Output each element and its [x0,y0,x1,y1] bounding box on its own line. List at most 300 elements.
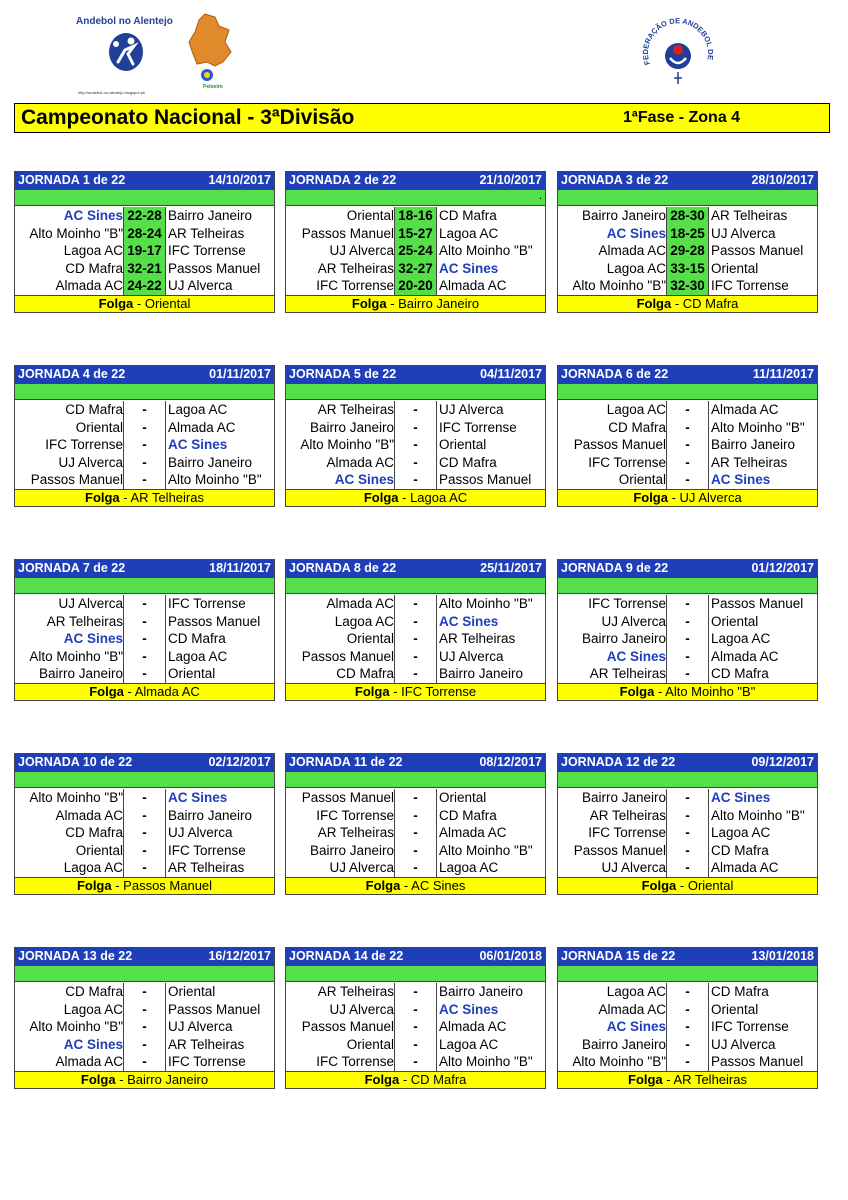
away-team: Almada AC [439,278,507,294]
home-team: AC Sines [606,1019,666,1035]
jornada-name: JORNADA 15 de 22 [561,949,676,963]
jornada-date: 18/11/2017 [209,561,271,575]
match-row [286,419,545,437]
home-team: IFC Torrense [316,278,394,294]
federacao-andebol-logo [638,12,718,92]
match-row [286,842,545,860]
match-row [286,436,545,454]
jornada-name: JORNADA 8 de 22 [289,561,397,575]
jornada-name: JORNADA 7 de 22 [18,561,126,575]
jornada-date: 25/11/2017 [480,561,542,575]
federation-seal-text: FEDERAÇÃO DE ANDEBOL DE [640,16,716,67]
folga-label: Folga [76,878,112,893]
folga-row: Folga - CD Mafra [286,1071,545,1088]
match-row [558,225,817,243]
jornada-name: JORNADA 9 de 22 [561,561,669,575]
logo-brand-text: Andebol no Alentejo [76,16,173,27]
match-row [558,665,817,683]
match-score: - [666,454,709,472]
jornada-spacer-row [286,383,545,400]
away-team: Passos Manuel [168,613,261,629]
folga-label: Folga [363,490,399,505]
folga-label: Folga [354,684,390,699]
match-score: - [123,1001,166,1019]
jornada-name: JORNADA 5 de 22 [289,367,397,381]
folga-row: Folga - CD Mafra [558,295,817,312]
away-team: Passos Manuel [168,260,261,276]
jornada-block [14,171,275,313]
folga-row: Folga - IFC Torrense [286,683,545,700]
folga-team: Bairro Janeiro [127,1072,209,1087]
folga-row: Folga - Bairro Janeiro [15,1071,274,1088]
away-team: UJ Alverca [439,648,504,664]
jornada-spacer-row [15,771,274,788]
jornada-date: 14/10/2017 [208,173,271,187]
away-team: AR Telheiras [168,225,245,241]
jornada-spacer-row [286,189,545,206]
match-score: - [666,595,709,613]
folga-row: Folga - Passos Manuel [15,877,274,894]
match-score: - [123,454,166,472]
home-team: Lagoa AC [606,402,666,417]
match-score: - [666,859,709,877]
jornada-spacer-row [15,577,274,594]
match-row [558,1036,817,1054]
away-team: IFC Torrense [439,419,517,435]
jornada-date: 01/11/2017 [209,367,271,381]
match-score: - [394,454,437,472]
home-team: AC Sines [334,472,394,488]
away-team: Passos Manuel [711,1054,804,1070]
home-team: Bairro Janeiro [38,666,123,682]
match-score: - [394,436,437,454]
match-row [15,1001,274,1019]
jornada-date: 06/01/2018 [479,949,542,963]
away-team: IFC Torrense [168,842,246,858]
home-team: IFC Torrense [316,807,394,823]
home-team: Oriental [346,208,394,223]
match-score: - [123,1036,166,1054]
jornada-header [286,172,545,189]
home-team: Alto Moinho "B" [300,437,394,453]
jornada-date: 08/12/2017 [479,755,542,769]
folga-row: Folga - Oriental [15,295,274,312]
match-row [15,630,274,648]
away-team: Oriental [711,260,759,276]
home-team: UJ Alverca [58,596,123,611]
match-score: 20-20 [394,277,437,295]
away-team: IFC Torrense [711,1019,789,1035]
away-team: Passos Manuel [711,243,804,259]
match-score: - [666,436,709,454]
match-row [286,595,545,613]
home-team: AR Telheiras [46,613,123,629]
match-row [15,1053,274,1071]
away-team: Almada AC [439,825,507,841]
away-team: Oriental [168,984,216,999]
home-team: Passos Manuel [573,842,666,858]
folga-row: Folga - Alto Moinho "B" [558,683,817,700]
match-score: - [394,630,437,648]
folga-row: Folga - Lagoa AC [286,489,545,506]
home-team: Almada AC [55,807,123,823]
match-score: - [666,648,709,666]
folga-team: AC Sines [411,878,466,893]
match-row [15,277,274,295]
jornada-header [286,560,545,577]
match-score: - [394,401,437,419]
home-team: AC Sines [63,208,123,223]
home-team: CD Mafra [608,419,666,435]
match-score: - [394,471,437,489]
match-row [286,983,545,1001]
away-team: AC Sines [439,1001,499,1017]
away-team: UJ Alverca [168,825,233,841]
match-row [558,1053,817,1071]
jornada-date: 02/12/2017 [208,755,271,769]
home-team: Lagoa AC [606,984,666,999]
logo-url-text: http://andebol-no-alentejo.blogspot.pt/ [78,90,146,95]
away-team: Lagoa AC [439,860,499,876]
home-team: AR Telheiras [317,402,394,417]
match-row [15,789,274,807]
away-team: AR Telheiras [439,631,516,647]
match-row [15,613,274,631]
jornada-date: 13/01/2018 [751,949,814,963]
match-score: - [123,789,166,807]
match-score: - [123,471,166,489]
match-row [15,665,274,683]
folga-team: Oriental [144,296,191,311]
home-team: CD Mafra [65,984,123,999]
match-score: - [666,401,709,419]
match-score: - [123,807,166,825]
away-team: Almada AC [711,860,779,876]
jornada-header [558,948,817,965]
jornada-block [557,753,818,895]
folga-label: Folga [628,1072,663,1087]
jornada-date: 01/12/2017 [751,561,814,575]
home-team: UJ Alverca [329,243,394,259]
jornada-date: 11/11/2017 [752,367,814,381]
home-team: Bairro Janeiro [581,208,666,223]
match-row [286,242,545,260]
home-team: Almada AC [326,596,394,611]
home-team: Passos Manuel [301,1019,394,1035]
jornada-name: JORNADA 13 de 22 [18,949,133,963]
folga-team: Passos Manuel [123,878,213,893]
home-team: AC Sines [63,631,123,647]
home-team: Oriental [75,842,123,858]
match-score: - [666,842,709,860]
match-row [558,1018,817,1036]
folga-team: Lagoa AC [410,490,468,505]
folga-label: Folga [98,296,134,311]
match-score: 18-25 [666,225,709,243]
match-row [15,225,274,243]
jornada-name: JORNADA 10 de 22 [18,755,133,769]
home-team: AR Telheiras [317,984,394,999]
match-score: - [123,436,166,454]
away-team: IFC Torrense [168,1054,246,1070]
match-score: - [123,1018,166,1036]
match-row [15,260,274,278]
home-team: Lagoa AC [63,243,123,259]
away-team: Bairro Janeiro [168,208,253,223]
jornada-spacer-row [558,577,817,594]
folga-label: Folga [80,1072,116,1087]
match-score: - [394,824,437,842]
federation-seal-icon [638,12,718,92]
away-team: AC Sines [168,437,228,453]
title-bar [14,103,830,133]
match-row [286,630,545,648]
home-team: AR Telheiras [317,825,394,841]
jornada-spacer-row [15,383,274,400]
match-row [286,1018,545,1036]
match-score: - [394,419,437,437]
match-score: - [666,1018,709,1036]
home-team: CD Mafra [65,402,123,417]
home-team: AR Telheiras [317,260,394,276]
match-row [15,648,274,666]
match-row [15,242,274,260]
folga-team: Bairro Janeiro [398,296,480,311]
away-team: Almada AC [168,419,236,435]
match-row [558,807,817,825]
folga-label: Folga [641,878,677,893]
home-team: CD Mafra [65,825,123,841]
match-score: - [394,807,437,825]
home-team: Passos Manuel [301,790,394,805]
home-team: Bairro Janeiro [309,419,394,435]
logo-mid-label: Peloeiro [203,84,223,90]
match-row [558,260,817,278]
match-row [286,260,545,278]
match-row [15,471,274,489]
folga-label: Folga [619,684,655,699]
folga-label: Folga [89,684,124,699]
home-team: Almada AC [55,278,123,294]
jornada-spacer-row [558,771,817,788]
match-row [286,1036,545,1054]
match-row [558,859,817,877]
match-row [558,1001,817,1019]
match-row [558,419,817,437]
away-team: Oriental [168,666,216,682]
away-team: AC Sines [711,790,771,805]
jornada-date: 21/10/2017 [479,173,542,187]
home-team: CD Mafra [336,666,394,682]
home-team: Oriental [346,631,394,647]
match-row [286,613,545,631]
away-team: Passos Manuel [439,472,532,488]
folga-team: Oriental [687,878,734,893]
jornada-block [557,947,818,1089]
jornada-spacer-row [15,965,274,982]
match-score: - [666,807,709,825]
jornada-name: JORNADA 6 de 22 [561,367,669,381]
jornada-spacer-row [15,189,274,206]
away-team: Almada AC [439,1019,507,1035]
jornada-name: JORNADA 14 de 22 [289,949,404,963]
match-row [15,824,274,842]
jornada-spacer-row [558,383,817,400]
jornada-header [558,754,817,771]
jornada-block [557,559,818,701]
match-row [15,207,274,225]
away-team: Lagoa AC [168,402,228,417]
match-score: - [666,1053,709,1071]
match-row [558,454,817,472]
away-team: Alto Moinho "B" [439,1054,533,1070]
match-score: - [666,983,709,1001]
jornada-spacer-row [558,965,817,982]
match-score: - [666,1036,709,1054]
home-team: IFC Torrense [588,825,666,841]
folga-row: Folga - Almada AC [15,683,274,700]
home-team: Passos Manuel [30,472,123,488]
away-team: Bairro Janeiro [168,454,253,470]
home-team: AC Sines [606,648,666,664]
jornada-spacer-row [558,189,817,206]
folga-team: AR Telheiras [130,490,204,505]
match-row [558,613,817,631]
match-score: - [394,859,437,877]
match-row [15,595,274,613]
match-row [15,436,274,454]
away-team: Oriental [439,790,487,805]
away-team: Oriental [439,437,487,453]
match-score: - [123,842,166,860]
match-row [558,789,817,807]
match-row [286,859,545,877]
away-team: AR Telheiras [168,860,245,876]
away-team: CD Mafra [711,984,769,999]
match-score: - [123,613,166,631]
match-row [15,983,274,1001]
home-team: Bairro Janeiro [581,631,666,647]
home-team: Lagoa AC [63,860,123,876]
home-team: AC Sines [606,225,666,241]
folga-label: Folga [365,878,401,893]
away-team: Oriental [711,613,759,629]
home-team: Lagoa AC [606,260,666,276]
peloeiro-logo [185,12,235,92]
jornada-block [14,559,275,701]
match-row [558,436,817,454]
jornada-name: JORNADA 1 de 22 [18,173,126,187]
match-row [15,1036,274,1054]
match-score: - [394,1053,437,1071]
jornada-header [558,172,817,189]
away-team: UJ Alverca [168,1019,233,1035]
match-score: - [123,630,166,648]
away-team: Almada AC [711,648,779,664]
home-team: Alto Moinho "B" [572,278,666,294]
jornada-block [14,365,275,507]
home-team: Oriental [75,419,123,435]
folga-label: Folga [633,490,668,505]
home-team: AR Telheiras [589,666,666,682]
match-score: - [666,789,709,807]
away-team: AC Sines [711,472,771,488]
away-team: Alto Moinho "B" [439,243,533,259]
match-score: - [123,401,166,419]
match-row [286,648,545,666]
match-row [558,207,817,225]
match-row [286,207,545,225]
away-team: Lagoa AC [711,825,771,841]
match-score: 32-21 [123,260,166,278]
away-team: Bairro Janeiro [168,807,253,823]
jornada-block [14,753,275,895]
alentejo-map-icon [185,12,235,82]
match-row [558,277,817,295]
away-team: IFC Torrense [168,596,246,611]
home-team: Almada AC [598,243,666,259]
folga-row: Folga - Oriental [558,877,817,894]
match-score: 32-27 [394,260,437,278]
away-team: Alto Moinho "B" [439,842,533,858]
match-score: 33-15 [666,260,709,278]
jornada-header [15,366,274,383]
home-team: UJ Alverca [601,860,666,876]
match-score: 19-17 [123,242,166,260]
home-team: CD Mafra [65,260,123,276]
away-team: AC Sines [439,260,499,276]
home-team: Alto Moinho "B" [29,1019,123,1035]
home-team: Passos Manuel [573,437,666,453]
match-row [286,1053,545,1071]
match-score: - [666,824,709,842]
away-team: Passos Manuel [168,1001,261,1017]
folga-team: Alto Moinho "B" [665,684,756,699]
match-score: - [123,1053,166,1071]
home-team: IFC Torrense [588,454,666,470]
away-team: Lagoa AC [439,225,499,241]
match-score: - [666,630,709,648]
home-team: Almada AC [326,454,394,470]
home-team: IFC Torrense [45,437,123,453]
folga-row: Folga - UJ Alverca [558,489,817,506]
jornada-block [285,947,546,1089]
match-row [286,789,545,807]
match-score: 22-28 [123,207,166,225]
folga-row: Folga - Bairro Janeiro [286,295,545,312]
away-team: Alto Moinho "B" [168,472,262,488]
folga-row: Folga - AR Telheiras [15,489,274,506]
match-row [286,401,545,419]
jornada-spacer-row [286,577,545,594]
away-team: AC Sines [439,613,499,629]
home-team: UJ Alverca [58,454,123,470]
match-score: - [123,983,166,1001]
away-team: Lagoa AC [439,1036,499,1052]
folga-team: IFC Torrense [401,684,477,699]
away-team: CD Mafra [168,631,226,647]
home-team: Oriental [618,472,666,488]
home-team: AR Telheiras [589,807,666,823]
home-team: Oriental [346,1036,394,1052]
match-row [558,595,817,613]
jornada-header [15,172,274,189]
away-team: Bairro Janeiro [439,984,524,999]
jornada-spacer-row [286,771,545,788]
jornada-name: JORNADA 11 de 22 [289,755,403,769]
match-score: - [666,1001,709,1019]
jornada-name: JORNADA 12 de 22 [561,755,676,769]
